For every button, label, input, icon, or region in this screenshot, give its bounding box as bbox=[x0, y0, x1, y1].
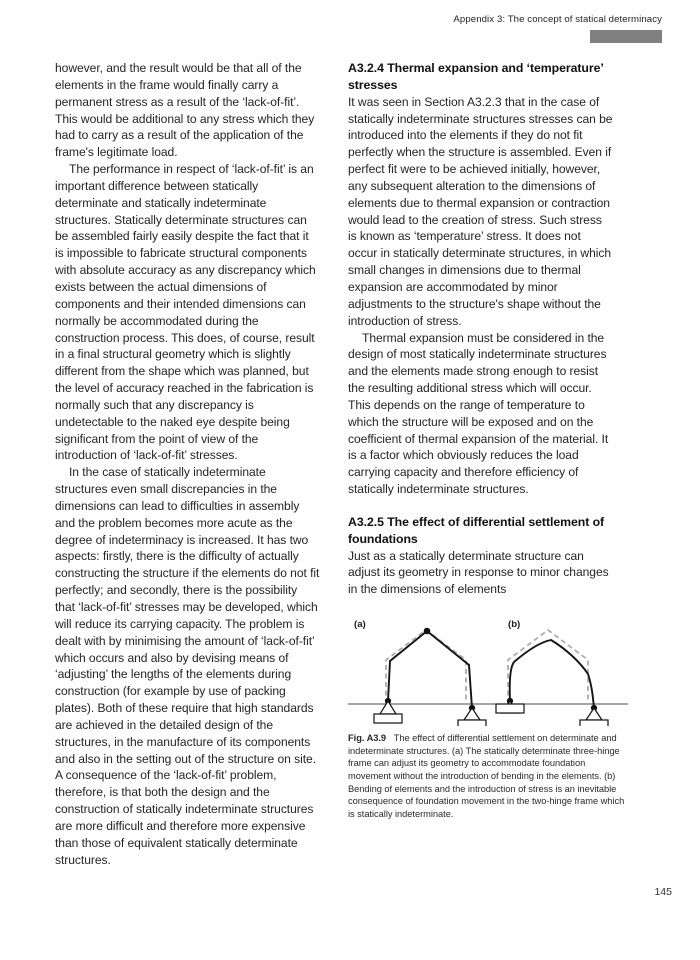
foundation-block bbox=[580, 720, 608, 726]
figure-caption-text: The effect of differential settlement on determinate and indeterminate structures. (a) The statically determinate three-hinge frame can adjust its geometry to accommodate foundation movement without the introduction of bending in the elements. (b) Bending of elements and the introduction of stress is an inevitable consequence of foundation movement in the two-hinge frame which is statically indeterminate. bbox=[348, 733, 625, 819]
figure-a3-9-drawing bbox=[348, 616, 628, 726]
page-number: 145 bbox=[654, 886, 672, 898]
right-column bbox=[348, 60, 625, 869]
panel-b-left-support bbox=[496, 698, 524, 713]
paragraph: Thermal expansion must be considered in the design of most statically indeterminate structures and the elements made strong enough to resist the resulting additional stress which will occur. This depends on the range of temperature to which the structure will be exposed and on the coefficient of thermal expansion of the material. It is a factor which obviously reduces the load carrying capacity and therefore efficiency of statically indeterminate structures. bbox=[348, 330, 609, 497]
paragraph: Just as a statically determinate structure can adjust its geometry in response to minor changes in the dimensions of elements bbox=[348, 548, 609, 597]
section-heading-a324: A3.2.4 Thermal expansion and ‘temperature’ stresses bbox=[348, 61, 604, 92]
figure-caption bbox=[348, 732, 628, 820]
support-triangle bbox=[380, 701, 396, 714]
foundation-block bbox=[458, 720, 486, 726]
apex-hinge-node bbox=[424, 628, 431, 635]
panel-a-original-outline bbox=[386, 630, 466, 704]
support-triangle bbox=[464, 708, 480, 720]
panel-a-right-support bbox=[458, 705, 486, 726]
panel-b-label: (b) bbox=[508, 619, 521, 631]
figure-number: Fig. A3.9 bbox=[348, 733, 387, 744]
panel-a-deformed-outline bbox=[388, 631, 472, 708]
panel-a-label: (a) bbox=[354, 619, 366, 631]
paragraph: however, and the result would be that all of the elements in the frame would finally carry a permanent stress as a result of the ‘lack-of-fit’. This would be additional to any stress which they had to carry as a result of the application of the frame's legitimate load. bbox=[55, 61, 315, 160]
figure-a3-9 bbox=[348, 616, 628, 820]
panel-b-frame bbox=[496, 630, 608, 726]
left-column bbox=[55, 60, 320, 869]
panel-b-right-support bbox=[580, 705, 608, 726]
section-spacer bbox=[348, 498, 613, 514]
two-column-body bbox=[55, 60, 645, 869]
support-triangle bbox=[586, 708, 602, 720]
panel-a-left-support bbox=[374, 698, 402, 723]
foundation-block bbox=[374, 714, 402, 723]
running-head: Appendix 3: The concept of statical determinacy bbox=[453, 14, 662, 25]
header-rule-bar bbox=[590, 30, 662, 43]
panel-a-frame bbox=[374, 628, 486, 726]
foundation-block bbox=[496, 704, 524, 713]
section-heading-a325: A3.2.5 The effect of differential settlement of foundations bbox=[348, 514, 605, 546]
paragraph: In the case of statically indeterminate structures even small discrepancies in the dimensions can lead to difficulties in assembly and the problem becomes more acute as the degree of indeterminacy is increased. It has two aspects: firstly, there is the difficulty of actually constructing the structure if the elements do not fit perfectly; and secondly, there is the possibility that ‘lack-of-fit’ stresses may be developed, which will reduce its carrying capacity. The problem is dealt with by minimising the amount of ‘lack-of-fit’ which occurs and also by devising means of ‘adjusting’ the lengths of the elements during construction (for example by use of packing plates). Both of these require that high standards are achieved in the detailed design of the structures, in the manufacture of its components and also in the setting out of the structure on site. A consequence of the ‘lack-of-fit’ problem, therefore, is that both the design and the construction of statically indeterminate structures are more difficult and therefore more expensive than those of equivalent statically determinate structures. bbox=[55, 465, 320, 867]
paragraph: The performance in respect of ‘lack-of-fit’ is an important difference between statically determinate and statically indeterminate structures. Statically determinate structures can be assembled fairly easily despite the fact that it is impossible to fabricate structural components with absolute accuracy as any discrepancy which exists between the actual dimensions of components and their intended dimensions can normally be accommodated during the construction process. This does, of course, result in a final structural geometry which is slightly different from the shape which was planned, but the level of accuracy reached in the fabrication is normally such that any discrepancy is undetectable to the naked eye despite being significant from the point of view of the introduction of ‘lack-of-fit’ stresses. bbox=[55, 162, 316, 463]
paragraph: It was seen in Section A3.2.3 that in the case of statically indeterminate structures stresses can be introduced into the elements if they do not fit perfectly when the structure is assembled. Even if perfect fit were to be achieved initially, however, any subsequent alteration to the dimensions of elements due to thermal expansion or contraction would lead to the creation of stress. Such stress is known as ‘temperature’ stress. It does not occur in statically determinate structures, in which small changes in dimensions due to thermal expansion are accommodated by minor adjustments to the structure's shape without the introduction of stress. bbox=[348, 94, 613, 328]
